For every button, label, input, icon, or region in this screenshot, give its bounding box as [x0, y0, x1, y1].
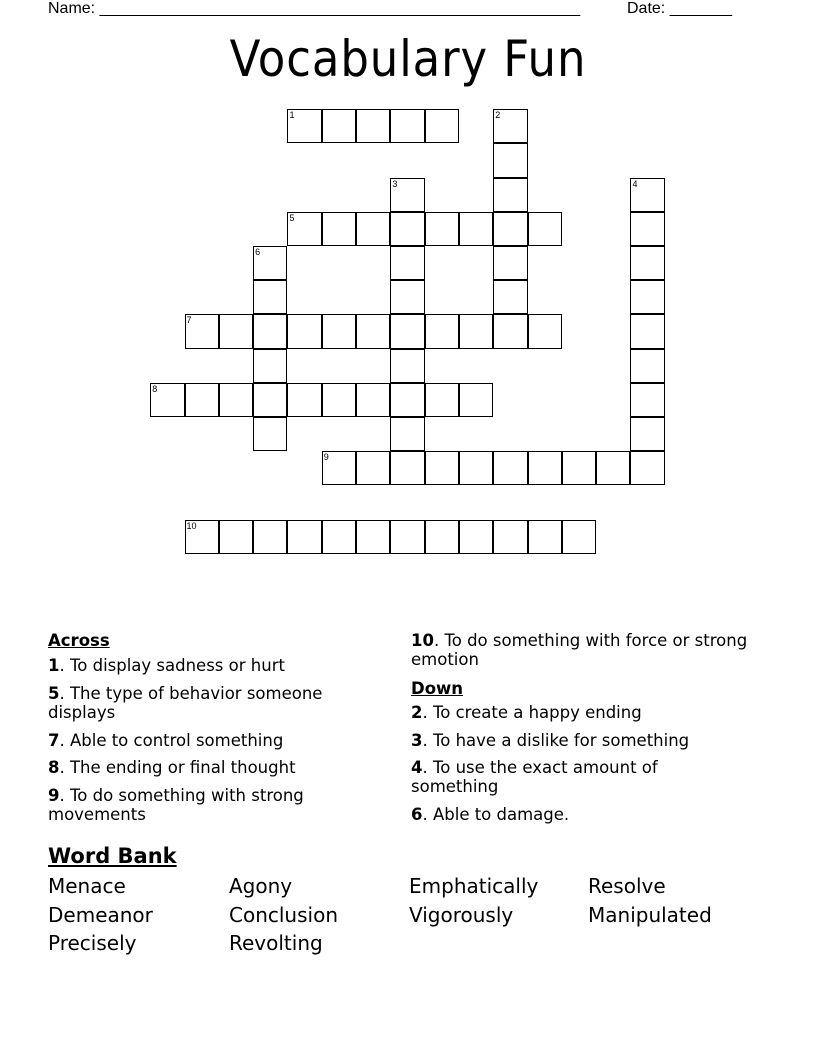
word-bank-item: Manipulated: [588, 903, 712, 927]
clue-down-6: [411, 805, 761, 824]
word-bank-item: Menace: [48, 874, 126, 898]
grid-cell[interactable]: [390, 280, 424, 314]
grid-cell[interactable]: [390, 451, 424, 485]
grid-cell[interactable]: [425, 451, 459, 485]
grid-cell[interactable]: [253, 520, 287, 554]
name-label: Name:: [48, 0, 96, 17]
clue-across-1: [48, 656, 398, 675]
clue-number: 7: [48, 731, 60, 750]
clue-text: . To do something with strong movements: [48, 786, 304, 824]
clue-number: 6: [411, 805, 423, 824]
clue-text: . To use the exact amount of something: [411, 758, 658, 796]
down-heading: Down: [411, 679, 464, 698]
grid-cell[interactable]: [253, 246, 287, 280]
grid-cell[interactable]: [493, 212, 527, 246]
grid-cell[interactable]: [630, 212, 664, 246]
word-bank-heading: Word Bank: [48, 844, 177, 868]
grid-cell[interactable]: [630, 314, 664, 348]
grid-cell[interactable]: [493, 178, 527, 212]
word-bank-item: Precisely: [48, 931, 137, 955]
grid-cell[interactable]: [528, 314, 562, 348]
grid-cell[interactable]: [493, 314, 527, 348]
clue-text: . To create a happy ending: [422, 703, 642, 722]
clue-number: 10: [411, 631, 434, 650]
grid-cell[interactable]: [493, 246, 527, 280]
clue-across-8: [48, 758, 398, 777]
clue-down-2: [411, 703, 761, 722]
clue-number-label: 4: [632, 178, 638, 189]
clue-across-9: [48, 786, 358, 824]
grid-cell[interactable]: [390, 246, 424, 280]
grid-cell[interactable]: [322, 314, 356, 348]
word-bank-item: Emphatically: [409, 874, 539, 898]
word-bank-item: Vigorously: [409, 903, 514, 927]
grid-cell[interactable]: [390, 212, 424, 246]
grid-cell[interactable]: [356, 314, 390, 348]
grid-cell[interactable]: [528, 520, 562, 554]
grid-cell[interactable]: [493, 520, 527, 554]
clue-number-label: 3: [392, 178, 398, 189]
clue-down-4: [411, 758, 721, 796]
grid-cell[interactable]: [425, 212, 459, 246]
grid-cell[interactable]: [390, 349, 424, 383]
grid-cell[interactable]: [425, 314, 459, 348]
grid-cell[interactable]: [219, 520, 253, 554]
grid-cell[interactable]: [253, 280, 287, 314]
grid-cell[interactable]: [459, 451, 493, 485]
clue-number: 8: [48, 758, 60, 777]
grid-cell[interactable]: [253, 383, 287, 417]
grid-cell[interactable]: [630, 280, 664, 314]
grid-cell[interactable]: [630, 246, 664, 280]
grid-cell[interactable]: [287, 520, 321, 554]
grid-cell[interactable]: [562, 520, 596, 554]
grid-cell[interactable]: [390, 314, 424, 348]
grid-cell[interactable]: [287, 109, 321, 143]
grid-cell[interactable]: [493, 109, 527, 143]
grid-cell[interactable]: [390, 178, 424, 212]
grid-cell[interactable]: [459, 520, 493, 554]
grid-cell[interactable]: [630, 383, 664, 417]
clue-number-label: 1: [289, 110, 295, 121]
grid-cell[interactable]: [630, 417, 664, 451]
grid-cell[interactable]: [185, 383, 219, 417]
grid-cell[interactable]: [425, 383, 459, 417]
name-field[interactable]: [48, 0, 580, 18]
clue-number: 5: [48, 684, 60, 703]
grid-cell[interactable]: [287, 212, 321, 246]
grid-cell[interactable]: [287, 314, 321, 348]
clue-number: 2: [411, 703, 423, 722]
across-heading: Across: [48, 631, 110, 650]
grid-cell[interactable]: [630, 451, 664, 485]
word-bank-item: Revolting: [229, 931, 323, 955]
name-line: ______________________________________________________: [99, 0, 581, 17]
clue-number-label: 9: [323, 452, 329, 463]
grid-cell[interactable]: [356, 520, 390, 554]
grid-cell[interactable]: [390, 417, 424, 451]
grid-cell[interactable]: [459, 383, 493, 417]
grid-cell[interactable]: [322, 383, 356, 417]
clue-text: . Able to control something: [59, 731, 284, 750]
grid-cell[interactable]: [253, 314, 287, 348]
clue-number: 1: [48, 656, 60, 675]
clue-across-10: [411, 631, 751, 669]
grid-cell[interactable]: [630, 349, 664, 383]
clue-text: . The type of behavior someone displays: [48, 684, 323, 722]
grid-cell[interactable]: [185, 314, 219, 348]
grid-cell[interactable]: [150, 383, 184, 417]
grid-cell[interactable]: [528, 451, 562, 485]
grid-cell[interactable]: [459, 314, 493, 348]
grid-cell[interactable]: [219, 314, 253, 348]
clue-number-label: 5: [289, 212, 295, 223]
grid-cell[interactable]: [493, 280, 527, 314]
grid-cell[interactable]: [528, 212, 562, 246]
grid-cell[interactable]: [425, 520, 459, 554]
grid-cell[interactable]: [390, 520, 424, 554]
clue-number-label: 7: [186, 315, 192, 326]
clue-across-7: [48, 731, 398, 750]
grid-cell[interactable]: [356, 383, 390, 417]
word-bank-item: Demeanor: [48, 903, 153, 927]
grid-cell[interactable]: [562, 451, 596, 485]
date-label: Date:: [627, 0, 666, 17]
page-title: Vocabulary Fun: [229, 30, 587, 88]
grid-cell[interactable]: [322, 109, 356, 143]
date-field[interactable]: [627, 0, 732, 18]
clue-down-3: [411, 731, 761, 750]
word-bank-item: Resolve: [588, 874, 666, 898]
clue-text: . To have a dislike for something: [422, 731, 690, 750]
grid-cell[interactable]: [390, 383, 424, 417]
clue-number-label: 2: [495, 110, 501, 121]
grid-cell[interactable]: [630, 178, 664, 212]
grid-cell[interactable]: [322, 212, 356, 246]
grid-cell[interactable]: [219, 383, 253, 417]
clue-number-label: 6: [255, 247, 261, 258]
grid-cell[interactable]: [287, 383, 321, 417]
grid-cell[interactable]: [322, 451, 356, 485]
clue-number: 9: [48, 786, 60, 805]
clue-number-label: 8: [152, 383, 158, 394]
clue-number-label: 10: [186, 520, 197, 531]
clue-across-5: [48, 684, 368, 722]
grid-cell[interactable]: [390, 109, 424, 143]
grid-cell[interactable]: [185, 520, 219, 554]
clue-number: 4: [411, 758, 423, 777]
clue-text: . To do something with force or strong emotion: [411, 631, 748, 669]
grid-cell[interactable]: [493, 451, 527, 485]
clue-text: . Able to damage.: [422, 805, 570, 824]
grid-cell[interactable]: [459, 212, 493, 246]
grid-cell[interactable]: [356, 109, 390, 143]
clue-text: . To display sadness or hurt: [59, 656, 285, 675]
word-bank-item: Agony: [229, 874, 293, 898]
grid-cell[interactable]: [425, 109, 459, 143]
grid-cell[interactable]: [493, 143, 527, 177]
grid-cell[interactable]: [322, 520, 356, 554]
grid-cell[interactable]: [356, 212, 390, 246]
grid-cell[interactable]: [253, 349, 287, 383]
clue-number: 3: [411, 731, 423, 750]
word-bank-item: Conclusion: [229, 903, 338, 927]
date-line: _______: [669, 0, 732, 17]
grid-cell[interactable]: [356, 451, 390, 485]
grid-cell[interactable]: [253, 417, 287, 451]
clue-text: . The ending or final thought: [59, 758, 296, 777]
grid-cell[interactable]: [596, 451, 630, 485]
